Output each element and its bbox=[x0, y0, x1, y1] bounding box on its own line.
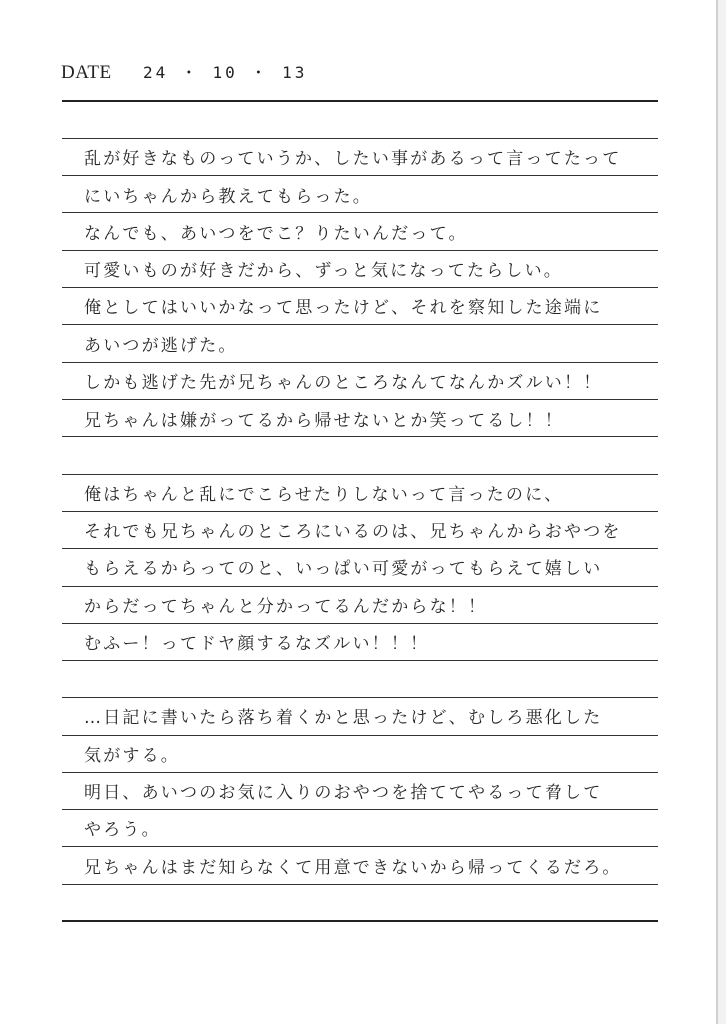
ruled-line bbox=[62, 548, 658, 549]
entry-line: あいつが逃げた。 bbox=[84, 336, 238, 356]
ruled-line bbox=[62, 362, 658, 363]
header-rule bbox=[62, 100, 658, 102]
entry-line: 乱が好きなものっていうか、したい事があるって言ってたって bbox=[84, 149, 622, 169]
entry-line: 可愛いものが好きだから、ずっと気になってたらしい。 bbox=[84, 261, 563, 281]
ruled-line bbox=[62, 212, 658, 213]
date-value: 24 ・ 10 ・ 13 bbox=[143, 63, 308, 82]
ruled-line bbox=[62, 474, 658, 475]
entry-line: 兄ちゃんは嫌がってるから帰せないとか笑ってるし！！ bbox=[84, 411, 564, 431]
ruled-line bbox=[62, 436, 658, 437]
ruled-line bbox=[62, 399, 658, 400]
ruled-line bbox=[62, 250, 658, 251]
entry-line: なんでも、あいつをでこ？りたいんだって。 bbox=[84, 224, 468, 244]
entry-line: …日記に書いたら落ち着くかと思ったけど、むしろ悪化した bbox=[84, 708, 603, 728]
entry-line: にいちゃんから教えてもらった。 bbox=[84, 187, 372, 207]
entry-line: からだってちゃんと分かってるんだからな！！ bbox=[84, 597, 488, 617]
ruled-line bbox=[62, 772, 658, 773]
ruled-line bbox=[62, 735, 658, 736]
entry-line: 兄ちゃんはまだ知らなくて用意できないから帰ってくるだろ。 bbox=[84, 858, 622, 878]
ruled-line bbox=[62, 809, 658, 810]
ruled-line bbox=[62, 287, 658, 288]
ruled-line bbox=[62, 660, 658, 661]
ruled-line bbox=[62, 511, 658, 512]
ruled-line bbox=[62, 324, 658, 325]
entry-line: 俺はちゃんと乱にでこらせたりしないって言ったのに、 bbox=[84, 485, 564, 505]
ruled-line bbox=[62, 846, 658, 847]
ruled-line bbox=[62, 586, 658, 587]
ruled-line bbox=[62, 697, 658, 698]
entry-line: それでも兄ちゃんのところにいるのは、兄ちゃんからおやつを bbox=[84, 522, 622, 542]
entry-line: しかも逃げた先が兄ちゃんのところなんてなんかズルい！！ bbox=[84, 373, 603, 393]
page-gutter bbox=[718, 0, 726, 1024]
entry-line: 俺としてはいいかなって思ったけど、それを察知した途端に bbox=[84, 298, 603, 318]
footer-rule bbox=[62, 920, 658, 922]
ruled-line bbox=[62, 175, 658, 176]
entry-line: もらえるからってのと、いっぱい可愛がってもらえて嬉しい bbox=[84, 559, 603, 579]
entry-line: むふー！ってドヤ顔するなズルい！！！ bbox=[84, 634, 430, 654]
date-label: DATE bbox=[61, 62, 112, 83]
ruled-line bbox=[62, 623, 658, 624]
ruled-line bbox=[62, 138, 658, 139]
entry-line: 明日、あいつのお気に入りのおやつを捨ててやるって脅して bbox=[84, 783, 603, 803]
entry-line: 気がする。 bbox=[84, 746, 180, 766]
entry-line: やろう。 bbox=[84, 820, 161, 840]
ruled-line bbox=[62, 884, 658, 885]
